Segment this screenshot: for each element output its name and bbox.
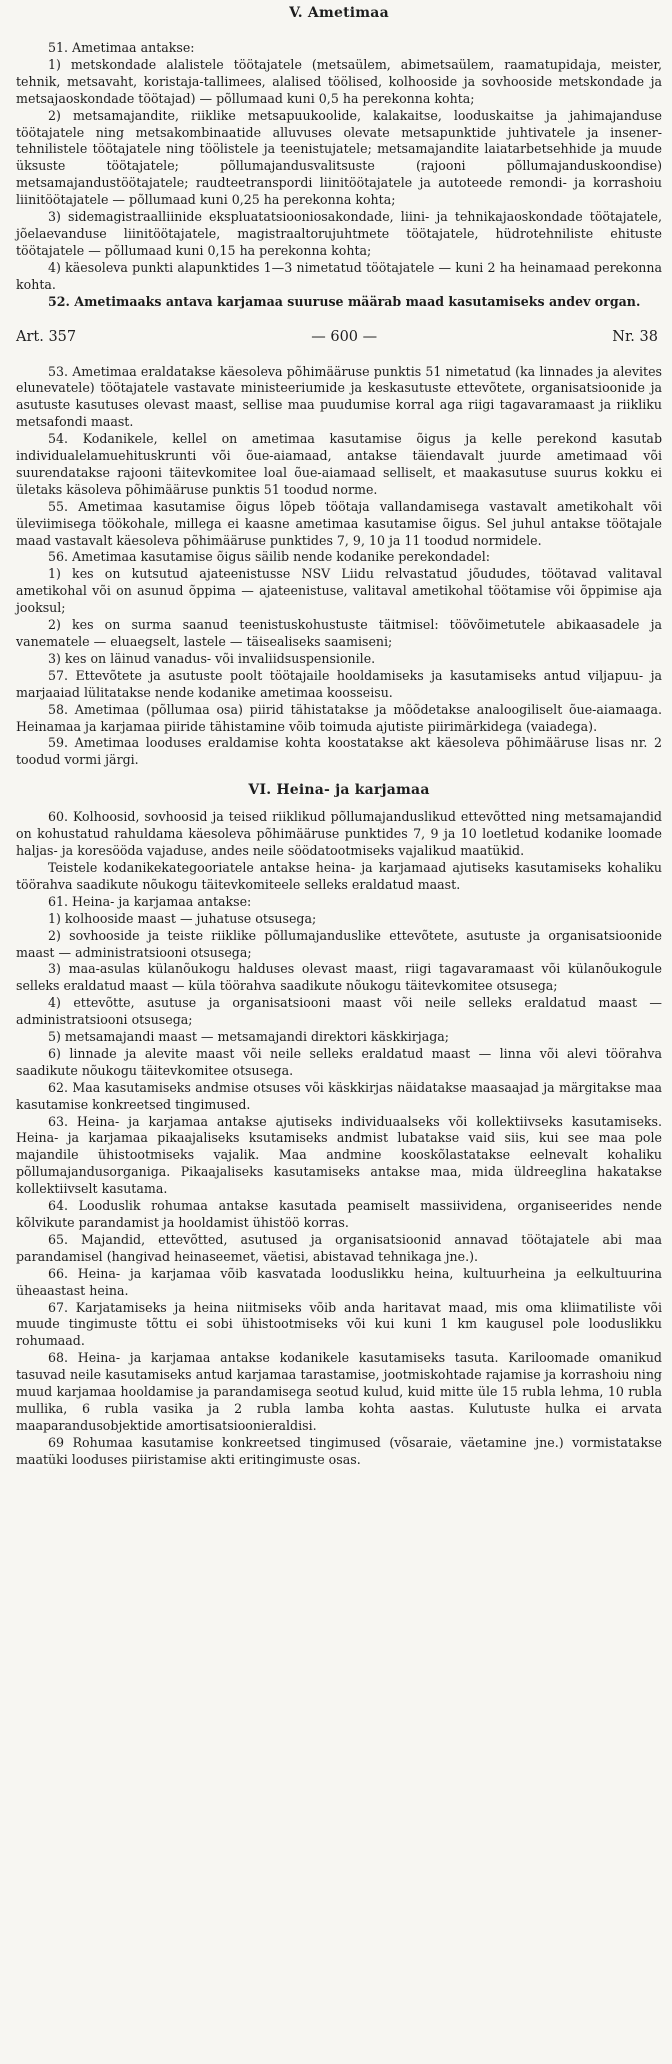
running-header (16, 328, 662, 346)
paragraph-56-2: 2) kes on surma saanud teenistuskohustuste täitmisel: töövõimetutele abikaasadele ja vanematele — eluaegselt, lastele — täisealiseks saamiseni; (16, 617, 662, 649)
paragraph-60: 60. Kolhoosid, sovhoosid ja teised riiklikud põllumajanduslikud ettevõtted ning metsamajandid on kohustatud rahuldama käesoleva põhimääruse punktides 7, 9 ja 10 loetletud kodanike loomade haljas- ja koresööda vajaduse, andes neile söödatootmiseks vajalikud maatükid. (16, 809, 662, 859)
paragraph-61: 61. Heina- ja karjamaa antakse: (48, 893, 252, 909)
paragraph-57: 57. Ettevõtete ja asutuste poolt töötajaile hooldamiseks ja kasutamiseks antud viljapuu- ja marjaaiad lülitatakse nende kodanike ametimaa koosseisu. (16, 667, 662, 700)
paragraph-59: 59. Ametimaa looduses eraldamise kohta koostatakse akt käesoleva põhimääruse lisas nr. 2 toodud vormi järgi. (16, 735, 662, 768)
paragraph-65: 65. Majandid, ettevõtted, asutused ja organisatsioonid annavad töötajatele abi maa parandamisel (hangivad heinaseemet, väetisi, abistavad tehnikaga jne.). (16, 1231, 662, 1264)
paragraph-61-1: 1) kolhooside maast — juhatuse otsusega; (48, 910, 317, 926)
paragraph-69: 69 Rohumaa kasutamise konkreetsed tingimused (võsaraie, väetamine jne.) vormistatakse maatüki looduses piiristamise akti eritingimuste osas. (16, 1434, 662, 1467)
paragraph-61-4: 4) ettevõtte, asutuse ja organisatsiooni maast või neile selleks eraldatud maast — administratsiooni otsusega; (16, 995, 662, 1028)
paragraph-56-3: 3) kes on läinud vanadus- või invaliidsuspensionile. (48, 650, 376, 666)
section-ametimaa-continued (16, 364, 662, 770)
paragraph-53: 53. Ametimaa eraldatakse käesoleva põhimääruse punktis 51 nimetatud (ka linnades ja alevites elunevatele) töötajatele vastavate ministeeriumide ja keskasutuste ettevõtete, organisatsioonide ja asutuste kasutuses olevast maast, sellise maa puudumise korral aga riigi tagavaramaast ja riikliku metsafondi maast. (16, 363, 662, 430)
paragraph-61-5: 5) metsamajandi maast — metsamajandi direktori käskkirjaga; (48, 1029, 450, 1045)
section-title-heina-karjamaa: VI. Heina- ja karjamaa (248, 782, 430, 799)
paragraph-63: 63. Heina- ja karjamaa antakse ajutiseks individuaalseks või kollektiivseks kasutamiseks. Heina- ja karjamaa pikaajaliseks ksutamiseks andmist lubatakse vaid siis, kui see maa pole majandile ühistootmiseks vajalik. Maa andmine kooskõlastatakse eelnevalt kohaliku põllumajandusorganiga. Pikaajaliseks kasutamiseks antakse maa, mida üldreeglina hakatakse kollektiivselt kasutama. (16, 1113, 662, 1197)
paragraph-62: 62. Maa kasutamiseks andmise otsuses või käskkirjas näidatakse maasaajad ja märgitakse maa kasutamise konkreetsed tingimused. (16, 1079, 662, 1112)
paragraph-51: 51. Ametimaa antakse: (48, 40, 195, 55)
paragraph-67: 67. Karjatamiseks ja heina niitmiseks võib anda haritavat maad, mis oma kliimatiliste või muude tingimuste tõttu ei sobi ühistootmiseks või kui kuni 1 km kaugusel pole looduslikku rohumaad. (16, 1299, 662, 1349)
paragraph-58: 58. Ametimaa (põllumaa osa) piirid tähistatakse ja mõõdetakse analoogiliselt õue-aiamaaga. Heinamaa ja karjamaa piiride tähistamine võib toimuda ajutiste piirimärkidega (vaiadega). (16, 701, 662, 734)
article-number: Art. 357 (16, 328, 77, 345)
section-heina-karjamaa-body (16, 809, 662, 1468)
section-ametimaa-body (16, 40, 662, 311)
paragraph-56: 56. Ametimaa kasutamise õigus säilib nende kodanike perekondadel: (48, 549, 490, 565)
paragraph-55: 55. Ametimaa kasutamise õigus lõpeb töötaja vallandamisega vastavalt ametikohalt või üleviimisega töökohale, millega ei kaasne ametimaa kasutamise õigus. Sel juhul antakse töötajale maad vastavalt käesoleva põhimääruse punktides 7, 9, 10 ja 11 toodud normidele. (16, 498, 662, 548)
document-page (0, 4, 672, 2064)
paragraph-51-1: 1) metskondade alalistele töötajatele (metsaülem, abimetsaülem, raamatupidaja, meister, tehnik, metsavaht, koristaja-tallimees, alalised töölised, kolhooside ja sovhooside metskondade ja metsajaoskondade töötajad) — põllumaad kuni 0,5 ha perekonna kohta; (16, 56, 662, 106)
paragraph-60-b: Teistele kodanikekategooriatele antakse heina- ja karjamaad ajutiseks kasutamiseks kohaliku töörahva saadikute nõukogu täitevkomiteele selleks eraldatud maast. (16, 859, 662, 892)
paragraph-64: 64. Looduslik rohumaa antakse kasutada peamiselt massiividena, organiseerides nende kõlvikute parandamist ja hooldamist ühistöö korras. (16, 1198, 662, 1230)
paragraph-66: 66. Heina- ja karjamaa võib kasvatada looduslikku heina, kultuurheina ja eelkultuurina üheaastast heina. (16, 1265, 662, 1298)
paragraph-52: 52. Ametimaaks antava karjamaa suuruse määrab maad kasutamiseks andev organ. (48, 293, 641, 309)
section-title-ametimaa: V. Ametimaa (289, 5, 389, 21)
paragraph-61-2: 2) sovhooside ja teiste riiklike põllumajanduslike ettevõtete, asutuste ja organisatsioonide maast — administratsiooni otsusega; (16, 927, 662, 960)
issue-number: Nr. 38 (612, 328, 658, 345)
paragraph-61-3: 3) maa-asulas külanõukogu halduses olevast maast, riigi tagavaramaast või külanõukogule selleks eraldatud maast — küla töörahva saadikute nõukogu täitevkomitee otsusega; (16, 961, 662, 994)
paragraph-68: 68. Heina- ja karjamaa antakse kodanikele kasutamiseks tasuta. Kariloomade omanikud tasuvad neile kasutamiseks antud karjamaa tarastamise, jootmiskohtade rajamise ja korrashoiu ning muud karjamaa hooldamise ja parandamisega seotud kulud, kuid mitte üle 15 rubla lehma, 10 rubla mullika, 6 rubla vasika ja 2 rubla lamba kohta aastas. Kulutuste hulka ei arvata maaparandusobjektide amortisatsioonieraldisi. (16, 1350, 662, 1433)
page-number: — 600 — (311, 328, 378, 345)
paragraph-56-1: 1) kes on kutsutud ajateenistusse NSV Liidu relvastatud jõududes, töötavad valitaval ametikohal või on asunud õppima — ajateenistuse, valitaval ametikohal töötamise või õppimise aja jooksul; (16, 566, 662, 616)
paragraph-54: 54. Kodanikele, kellel on ametimaa kasutamise õigus ja kelle perekond kasutab individualelamuehituskrunti või õue-aiamaad, antakse täiendavalt juurde ametimaad või suurendatakse rajooni täitevkomitee loal õue-aiamaad selliselt, et maakasutuse suurus kokku ei ületaks käsoleva põhimääruse punktis 51 toodud norme. (16, 431, 662, 497)
paragraph-51-3: 3) sidemagistraalliinide ekspluatatsiooniosakondade, liini- ja tehnikajaoskondade töötajatele, jõelaevanduse liinitöötajatele, magistraaltorujuhtmete töötajatele, hüdrotehniliste ehituste töötajatele — põllumaad kuni 0,15 ha perekonna kohta; (16, 209, 662, 258)
paragraph-51-2: 2) metsamajandite, riiklike metsapuukoolide, kalakaitse, looduskaitse ja jahimajanduse töötajatele ning metsakombinaatide alluvuses olevate metsapunktide juhtivatele ja insener-tehnilistele töötajatele ning töölistele ja teenistujatele; metsamajandite laiatarbetsehhide ja muude üksuste töötajatele; põllumajandusvalitsuste (rajooni põllumajanduskoondise) metsamajandustöötajatele; raudteetranspordi liinitöötajatele ja autoteede remondi- ja korrashoiu liinitöötajatele — põllumaad kuni 0,25 ha perekonna kohta; (16, 107, 662, 208)
paragraph-51-4: 4) käesoleva punkti alapunktides 1—3 nimetatud töötajatele — kuni 2 ha heinamaad perekonna kohta. (16, 259, 662, 292)
paragraph-61-6: 6) linnade ja alevite maast või neile selleks eraldatud maast — linna või alevi töörahva saadikute nõukogu täitevkomitee otsusega. (16, 1045, 662, 1078)
